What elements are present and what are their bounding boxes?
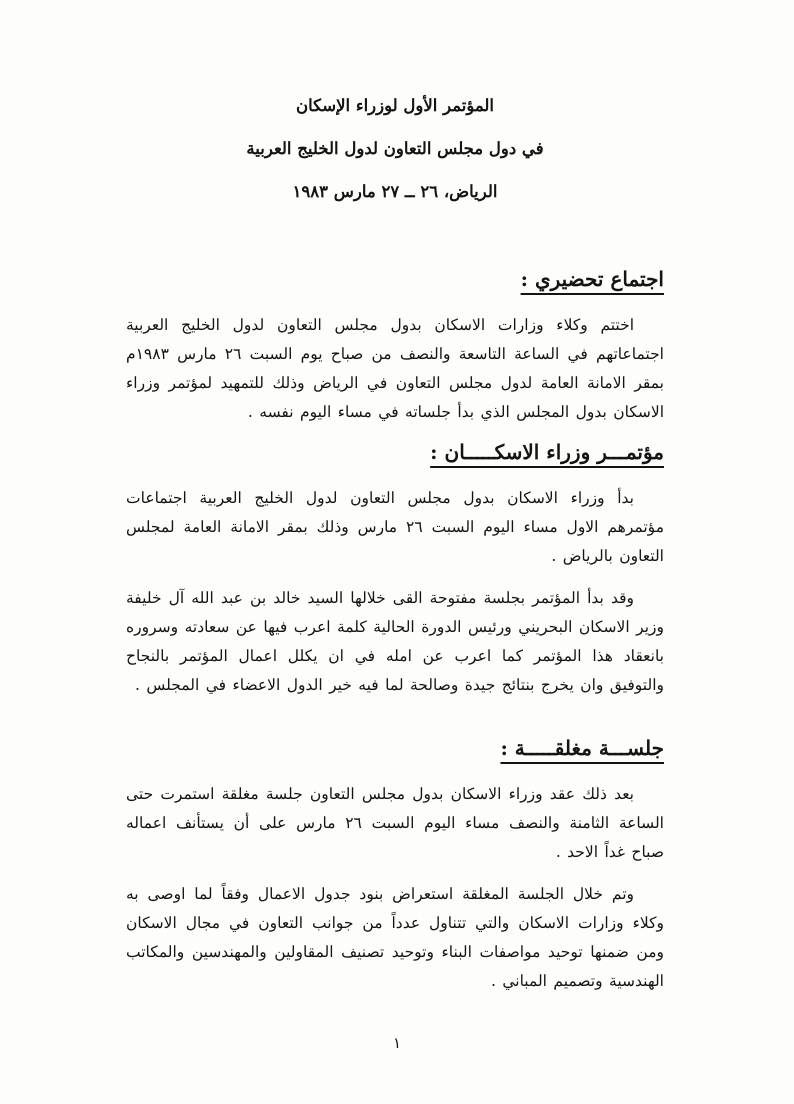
paragraph: اختتم وكلاء وزارات الاسكان بدول مجلس التعاون لدول الخليج العربية اجتماعاتهم في الساعة التاسعة والنصف من صباح يوم السبت ٢٦ مارس ١٩٨٣م بمقر الامانة العامة لدول مجلس التعاون في الرياض وذلك للتمهيد لمؤتمر وزراء الاسكان بدول المجلس الذي بدأ جلساته في مساء اليوم نفسه . <box>126 316 664 421</box>
document-title-block <box>126 84 664 213</box>
section-heading-ministers-conference: مؤتمـــر وزراء الاسكـــــان : <box>430 440 664 464</box>
section-closed-session <box>126 736 664 996</box>
section-preparatory-meeting <box>126 267 664 427</box>
paragraph: بعد ذلك عقد وزراء الاسكان بدول مجلس التعاون جلسة مغلقة استمرت حتى الساعة الثامنة والنصف مساء اليوم السبت ٢٦ مارس على أن يستأنف اعماله صباح غداً الاحد . <box>126 785 664 861</box>
title-line-gcc: في دول مجلس التعاون لدول الخليج العربية <box>246 139 544 158</box>
section-heading-closed-session: جلســـة مغلقـــــة : <box>500 736 664 760</box>
paragraph: بدأ وزراء الاسكان بدول مجلس التعاون لدول الخليج العربية اجتماعات مؤتمرهم الاول مساء اليوم السبت ٢٦ مارس وذلك بمقر الامانة العامة لمجلس التعاون بالرياض . <box>126 489 664 565</box>
section-ministers-conference <box>126 440 664 700</box>
section-heading-preparatory-meeting: اجتماع تحضيري : <box>520 267 664 291</box>
title-line-date-location: الرياض، ٢٦ ــ ٢٧ مارس ١٩٨٣ <box>292 182 498 201</box>
paragraph: وتم خلال الجلسة المغلقة استعراض بنود جدول الاعمال وفقاً لما اوصى به وكلاء وزارات الاسكان والتي تتناول عدداً من جوانب التعاون في مجال الاسكان ومن ضمنها توحيد مواصفات البناء وتوحيد تصنيف المقاولين والمهندسين والمكاتب الهندسية وتصميم المباني . <box>126 885 664 990</box>
paragraph: وقد بدأ المؤتمر بجلسة مفتوحة القى خلالها السيد خالد بن عبد الله آل خليفة وزير الاسكان البحريني ورئيس الدورة الحالية كلمة اعرب فيها عن سعادته وسروره بانعقاد هذا المؤتمر كما اعرب عن امله في ان يكلل اعمال المؤتمر بالنجاح والتوفيق وان يخرج بنتائج جيدة وصالحة لما فيه خير الدول الاعضاء في المجلس . <box>126 589 664 694</box>
title-line-conference: المؤتمر الأول لوزراء الإسكان <box>296 96 494 115</box>
page-number: ١ <box>392 1034 402 1052</box>
